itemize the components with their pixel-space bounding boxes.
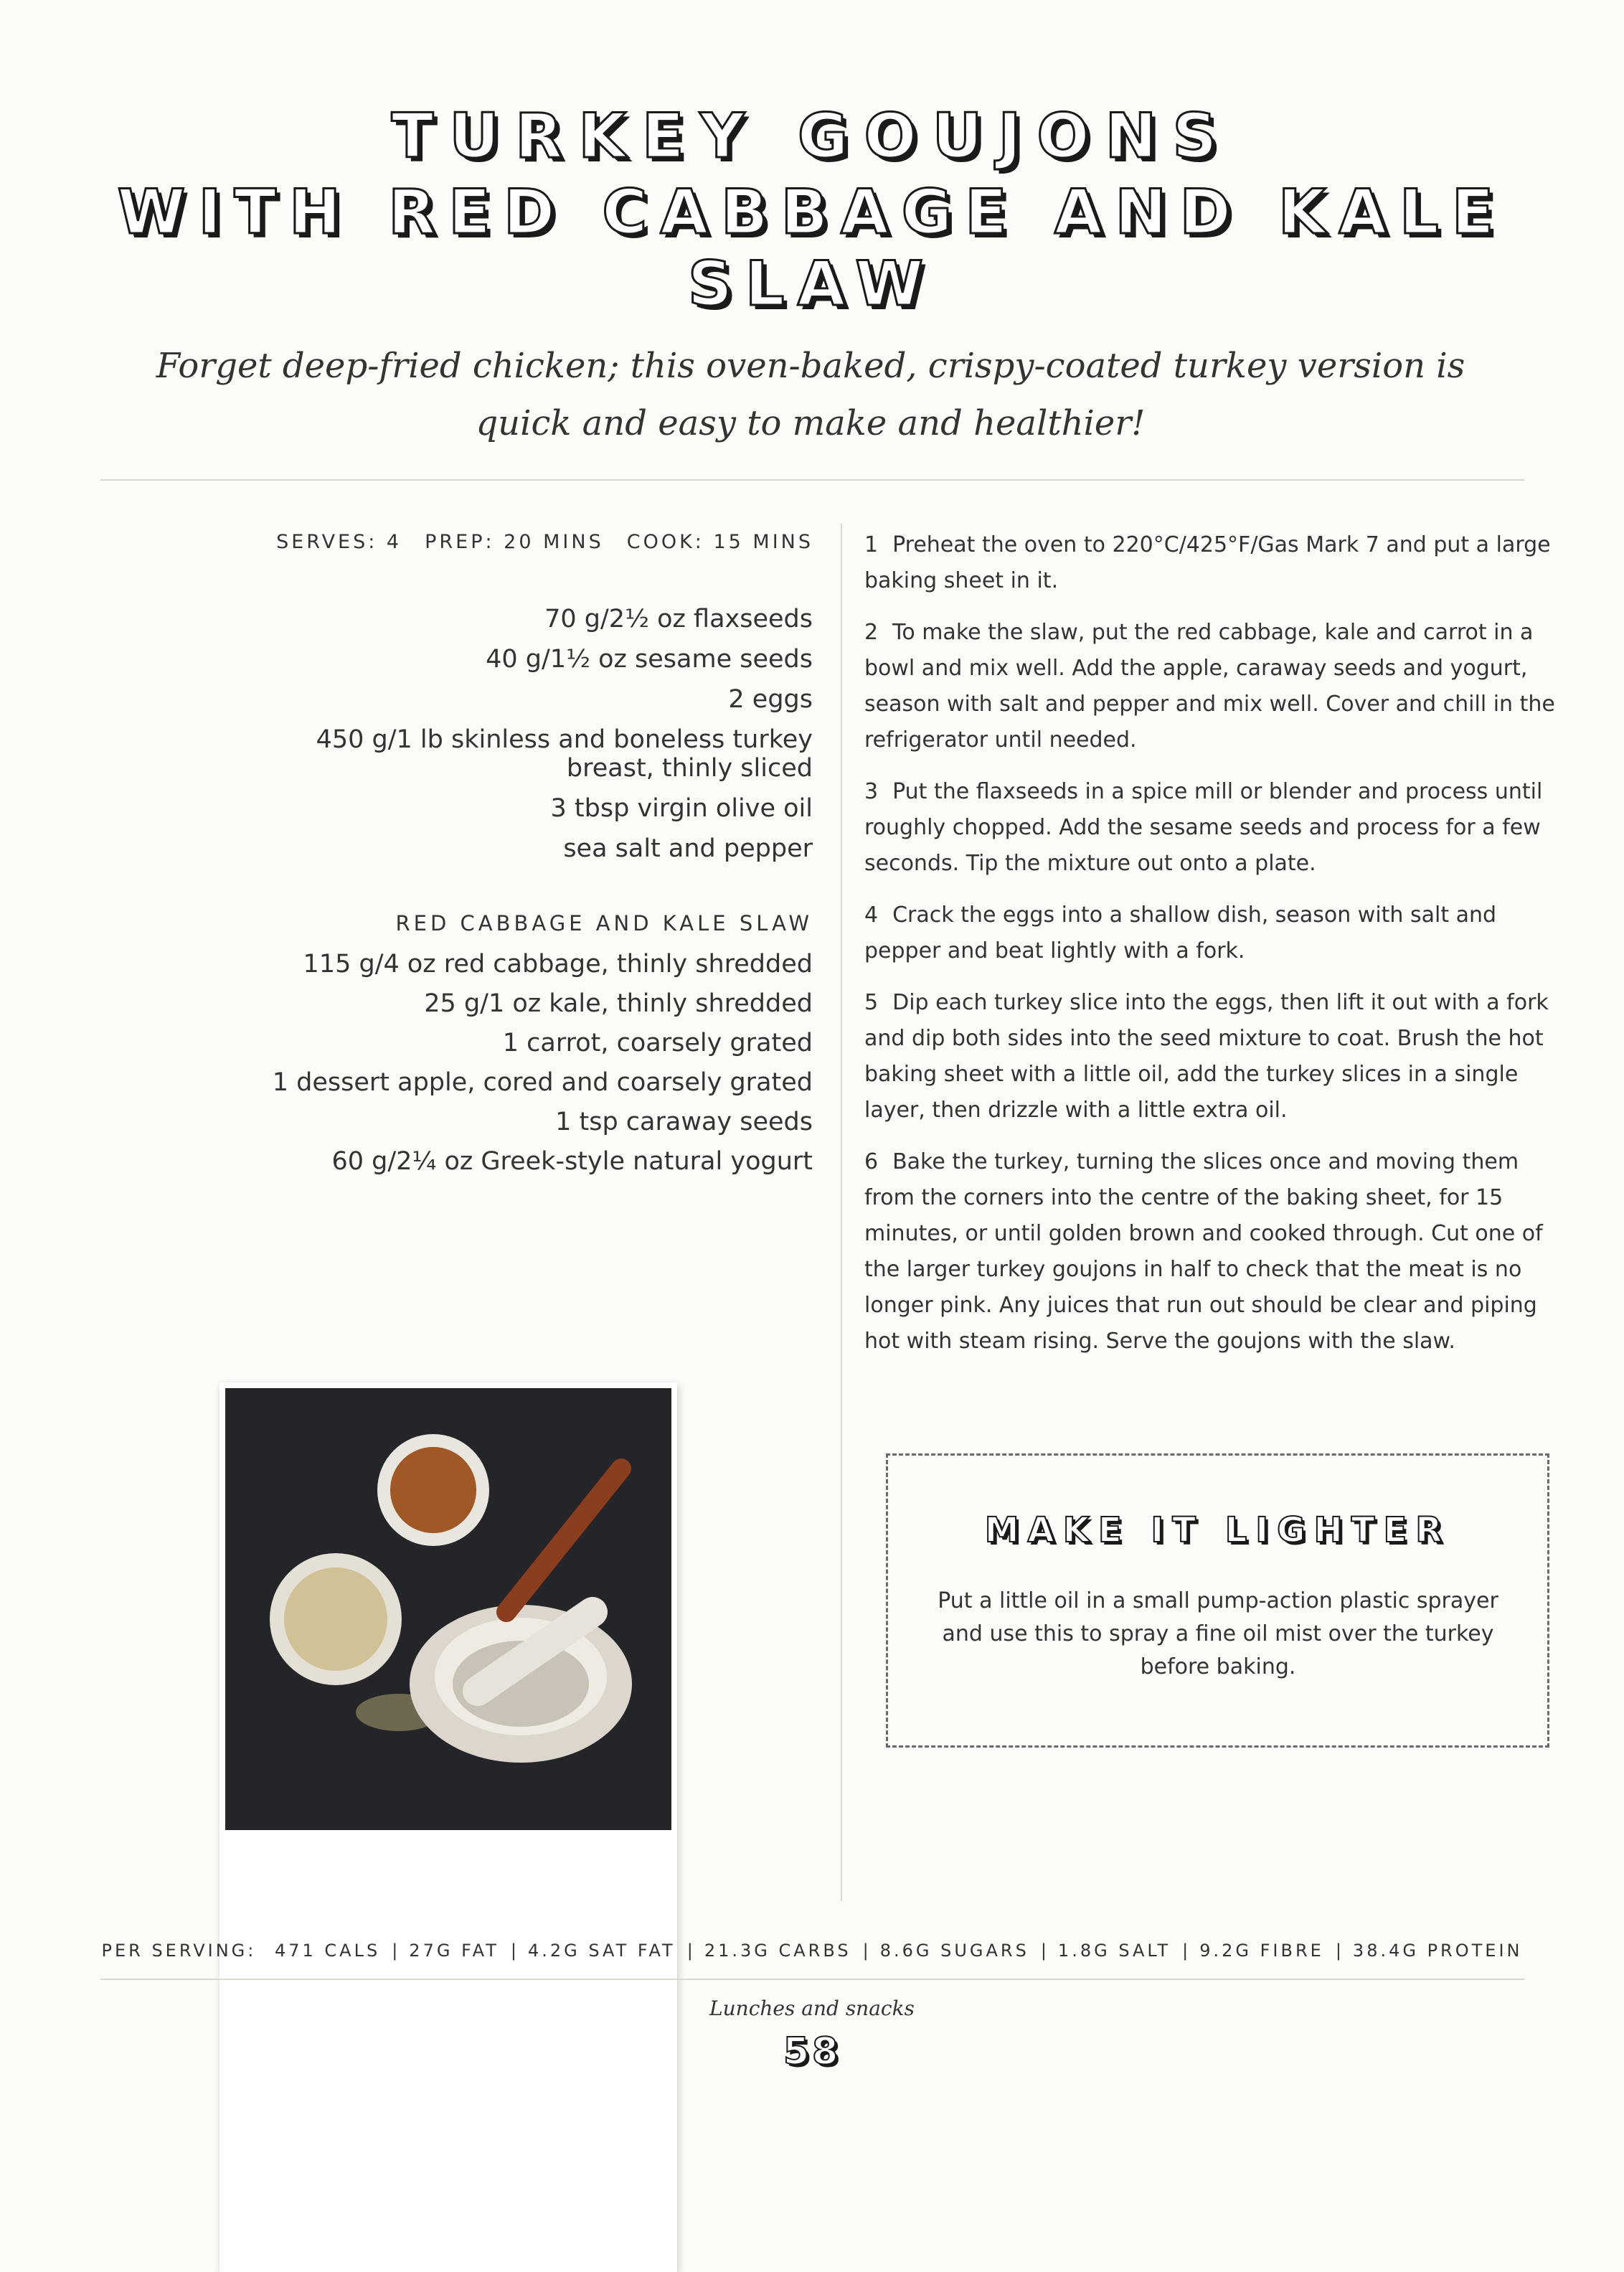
prep-time: PREP: 20 MINS <box>425 531 604 553</box>
separator: | <box>862 1941 869 1961</box>
slaw-ingredient-item: 1 dessert apple, cored and coarsely grated <box>272 1068 813 1097</box>
nutrition-label: PER SERVING: <box>101 1941 257 1961</box>
section-name: Lunches and snacks <box>709 1997 915 2020</box>
slaw-ingredient-item: 60 g/2¼ oz Greek-style natural yogurt <box>331 1147 813 1176</box>
slaw-ingredient-item: 25 g/1 oz kale, thinly shredded <box>424 989 813 1018</box>
slaw-ingredient-item: 1 tsp caraway seeds <box>555 1108 813 1136</box>
method-step <box>864 527 1571 599</box>
ingredient-item: 450 g/1 lb skinless and boneless turkey <box>316 725 813 754</box>
method-step <box>864 774 1571 882</box>
page-number: 58 <box>783 2030 841 2073</box>
separator: | <box>1182 1941 1189 1961</box>
ingredient-item: breast, thinly sliced <box>566 754 813 783</box>
step-number: 2 <box>864 620 879 645</box>
separator: | <box>1040 1941 1047 1961</box>
bottom-divider <box>100 1979 1524 1980</box>
ingredient-item: 2 eggs <box>728 685 813 714</box>
recipe-title-line-1: TURKEY GOUJONS <box>391 100 1233 172</box>
top-divider <box>100 479 1524 481</box>
column-divider <box>841 524 842 1901</box>
recipe-title-line-2: WITH RED CABBAGE AND KALE SLAW <box>117 176 1507 320</box>
step-number: 3 <box>864 779 879 804</box>
nutrition-item: 38.4G PROTEIN <box>1352 1941 1523 1961</box>
separator: | <box>510 1941 516 1961</box>
nutrition-item: 4.2G SAT FAT <box>527 1941 676 1961</box>
separator: | <box>1335 1941 1341 1961</box>
step-number: 1 <box>864 532 879 557</box>
slaw-heading: RED CABBAGE AND KALE SLAW <box>395 911 813 935</box>
step-text: Put the flaxseeds in a spice mill or blender and process until roughly chopped. Add the sesame seeds and process for a few seconds. Tip the mixture out onto a plate. <box>864 779 1543 876</box>
nutrition-item: 9.2G FIBRE <box>1199 1941 1324 1961</box>
nutrition-item: 1.8G SALT <box>1057 1941 1171 1961</box>
nutrition-item: 471 CALS <box>274 1941 381 1961</box>
separator: | <box>686 1941 693 1961</box>
step-number: 6 <box>864 1149 879 1174</box>
nutrition-item: 21.3G CARBS <box>704 1941 851 1961</box>
ingredient-item: 70 g/2½ oz flaxseeds <box>544 605 813 633</box>
make-it-lighter-text: Put a little oil in a small pump-action plastic sprayer and use this to spray a fine oil mist over the turkey before baking. <box>938 1588 1498 1679</box>
make-it-lighter-title: MAKE IT LIGHTER <box>984 1510 1451 1550</box>
slaw-ingredient-list <box>273 950 813 1187</box>
separator: | <box>392 1941 398 1961</box>
method-step <box>864 985 1571 1128</box>
cook-time: COOK: 15 MINS <box>626 531 813 553</box>
step-text: To make the slaw, put the red cabbage, kale and carrot in a bowl and mix well. Add the apple, caraway seeds and yogurt, season with salt and pepper and mix well. Cover and chill in the refrigerator until needed. <box>864 620 1555 753</box>
nutrition-item: 27G FAT <box>409 1941 499 1961</box>
step-number: 4 <box>864 902 879 928</box>
ingredient-item: 40 g/1½ oz sesame seeds <box>486 645 813 674</box>
ingredient-list <box>316 605 813 875</box>
method-steps <box>864 527 1571 1375</box>
step-text: Crack the eggs into a shallow dish, season with salt and pepper and beat lightly with a fork. <box>864 902 1497 963</box>
nutrition-bar <box>0 1941 1624 1961</box>
step-text: Preheat the oven to 220°C/425°F/Gas Mark 7 and put a large baking sheet in it. <box>864 532 1551 593</box>
serves-info: SERVES: 4 <box>276 531 402 553</box>
method-step <box>864 897 1571 969</box>
recipe-intro: Forget deep-fried chicken; this oven-baked, crispy-coated turkey version is quick and easy to make and healthier! <box>156 346 1465 443</box>
nutrition-item: 8.6G SUGARS <box>879 1941 1029 1961</box>
method-step <box>864 615 1571 758</box>
recipe-meta <box>276 531 813 553</box>
step-number: 5 <box>864 990 879 1015</box>
recipe-photo-image <box>219 1382 677 2272</box>
step-text: Bake the turkey, turning the slices once and moving them from the corners into the centre of the baking sheet, for 15 minutes, or until golden brown and cooked through. Cut one of the larger turkey goujons in half to check that the meat is no longer pink. Any juices that run out should be clear and piping hot with steam rising. Serve the goujons with the slaw. <box>864 1149 1543 1354</box>
make-it-lighter-box <box>886 1453 1549 1748</box>
slaw-ingredient-item: 115 g/4 oz red cabbage, thinly shredded <box>303 950 813 979</box>
ingredient-item: sea salt and pepper <box>563 834 813 863</box>
slaw-ingredient-item: 1 carrot, coarsely grated <box>502 1029 813 1057</box>
step-text: Dip each turkey slice into the eggs, then lift it out with a fork and dip both sides into the seed mixture to coat. Brush the hot baking sheet with a little oil, add the turkey slices in a single layer, then drizzle with a little extra oil. <box>864 990 1549 1123</box>
method-step <box>864 1144 1571 1359</box>
ingredient-item: 3 tbsp virgin olive oil <box>550 794 813 823</box>
